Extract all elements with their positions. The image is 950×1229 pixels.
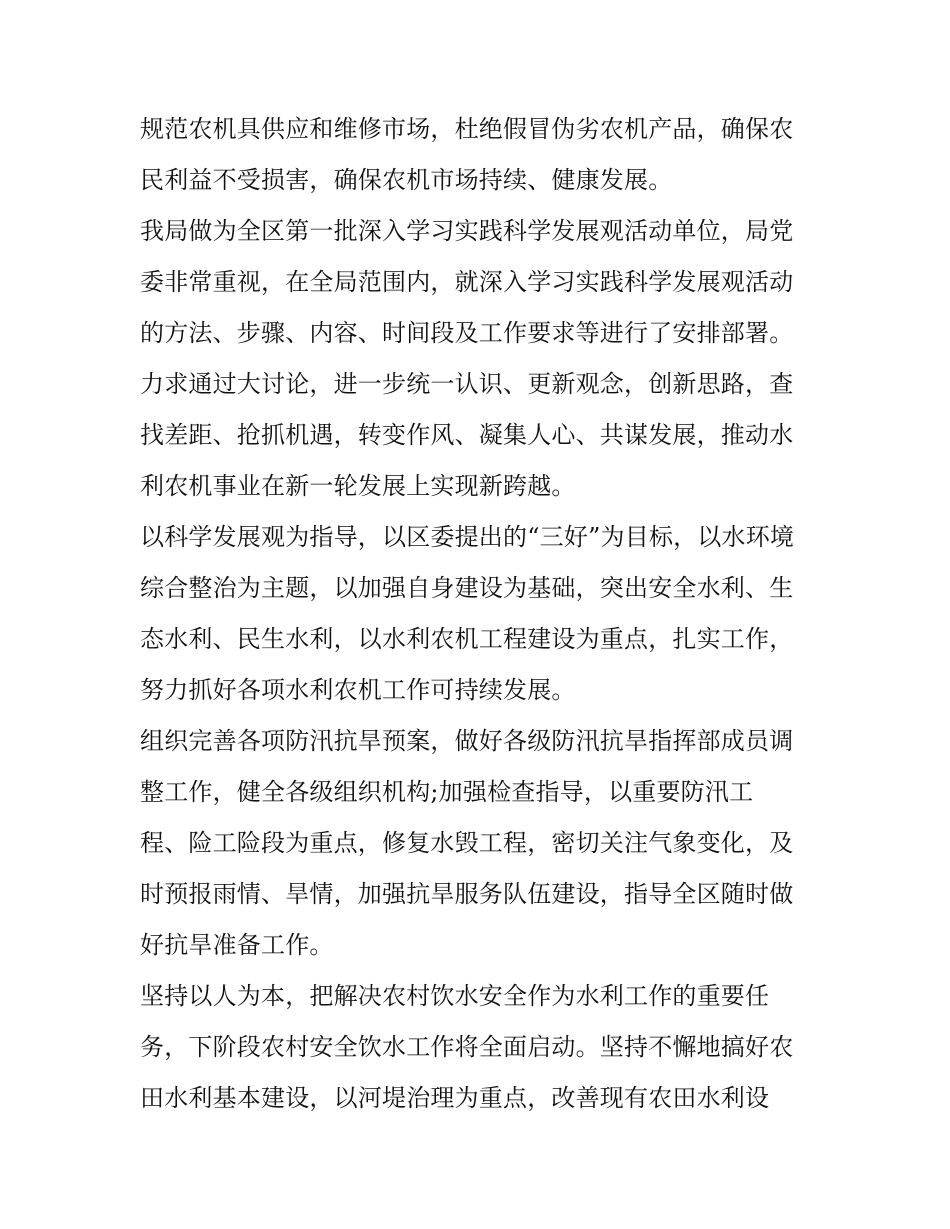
text-line: 态水利、民生水利，以水利农机工程建设为重点，扎实工作， [140, 625, 794, 653]
text-line: 好抗旱准备工作。 [140, 931, 334, 959]
text-line: 以科学发展观为指导，以区委提出的“三好”为目标，以水环境 [140, 523, 795, 551]
text-line: 委非常重视，在全局范围内，就深入学习实践科学发展观活动 [140, 268, 794, 296]
text-line: 利农机事业在新一轮发展上实现新跨越。 [140, 472, 576, 500]
text-line: 田水利基本建设，以河堤治理为重点，改善现有农田水利设 [140, 1084, 770, 1112]
text-line: 力求通过大讨论，进一步统一认识、更新观念，创新思路，查 [140, 370, 794, 398]
text-line: 找差距、抢抓机遇，转变作风、凝集人心、共谋发展，推动水 [140, 421, 794, 449]
text-line: 务，下阶段农村安全饮水工作将全面启动。坚持不懈地搞好农 [140, 1033, 794, 1061]
text-line: 整工作，健全各级组织机构;加强检查指导，以重要防汛工 [140, 778, 754, 806]
text-line: 坚持以人为本，把解决农村饮水安全作为水利工作的重要任 [140, 982, 770, 1010]
text-line: 综合整治为主题，以加强自身建设为基础，突出安全水利、生 [140, 574, 794, 602]
text-line: 规范农机具供应和维修市场，杜绝假冒伪劣农机产品，确保农 [140, 115, 794, 143]
text-line: 民利益不受损害，确保农机市场持续、健康发展。 [140, 166, 673, 194]
text-line: 程、险工险段为重点，修复水毁工程，密切关注气象变化，及 [140, 829, 794, 857]
text-line: 时预报雨情、旱情，加强抗旱服务队伍建设，指导全区随时做 [140, 880, 794, 908]
document-body [140, 104, 840, 1124]
text-line: 我局做为全区第一批深入学习实践科学发展观活动单位，局党 [140, 217, 794, 245]
text-line: 的方法、步骤、内容、时间段及工作要求等进行了安排部署。 [140, 319, 794, 347]
text-line: 努力抓好各项水利农机工作可持续发展。 [140, 676, 576, 704]
text-line: 组织完善各项防汛抗旱预案，做好各级防汛抗旱指挥部成员调 [140, 727, 794, 755]
